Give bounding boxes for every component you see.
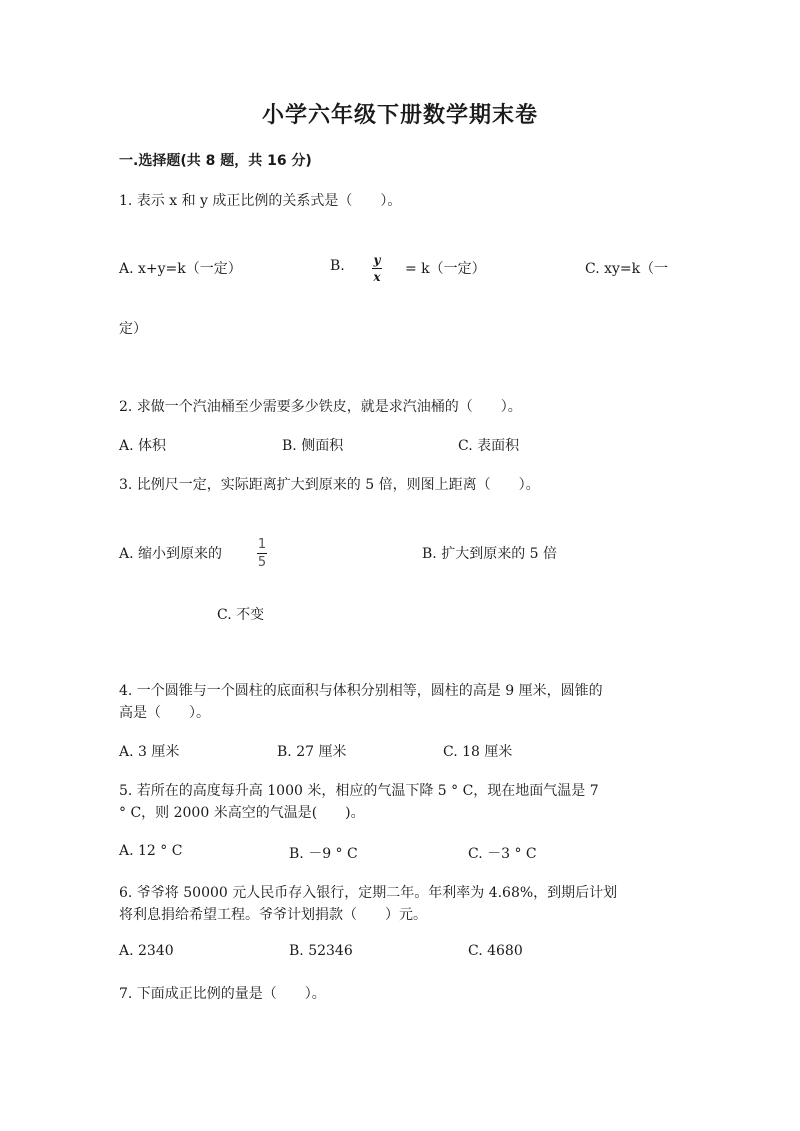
question-4-stem-line-2: 高是（ ）。 bbox=[119, 705, 210, 721]
question-1-option-a: A. x+y=k（一定） bbox=[119, 261, 242, 277]
question-5-option-a: A. 12 ° C bbox=[119, 843, 183, 859]
fraction-bar bbox=[257, 553, 267, 554]
question-6-option-b: B. 52346 bbox=[289, 943, 353, 959]
page-title: 小学六年级下册数学期末卷 bbox=[261, 103, 538, 128]
question-6-stem-line-2: 将利息捐给希望工程。爷爷计划捐款（ ）元。 bbox=[119, 907, 427, 923]
question-1-option-b-rest: = k（一定） bbox=[405, 261, 486, 277]
question-5-option-b: B. －9 ° C bbox=[289, 846, 358, 862]
question-2-option-b: B. 侧面积 bbox=[282, 438, 344, 454]
question-1-option-c-continued: 定） bbox=[119, 321, 147, 337]
question-2-option-a: A. 体积 bbox=[119, 438, 167, 454]
question-3-option-c: C. 不变 bbox=[217, 607, 265, 623]
section-heading: 一.选择题(共 8 题，共 16 分) bbox=[119, 153, 312, 169]
fraction-denominator: 5 bbox=[257, 555, 267, 570]
question-6-stem-line-1: 6. 爷爷将 50000 元人民币存入银行，定期二年。年利率为 4.68%，到期后计划 bbox=[119, 885, 618, 901]
question-5-option-c: C. －3 ° C bbox=[468, 846, 537, 862]
question-2-option-c: C. 表面积 bbox=[458, 438, 520, 454]
question-4-option-a: A. 3 厘米 bbox=[119, 744, 180, 760]
question-1-option-c: C. xy=k（一 bbox=[585, 261, 669, 277]
question-1-option-b-label: B. bbox=[330, 258, 345, 274]
question-3-option-a-fraction bbox=[257, 538, 267, 569]
question-4-option-c: C. 18 厘米 bbox=[443, 744, 513, 760]
fraction-denominator: x bbox=[373, 270, 381, 284]
question-4-stem-line-1: 4. 一个圆锥与一个圆柱的底面积与体积分别相等，圆柱的高是 9 厘米，圆锥的 bbox=[119, 683, 603, 699]
fraction-numerator: 1 bbox=[257, 537, 267, 552]
question-4-option-b: B. 27 厘米 bbox=[277, 744, 347, 760]
question-3-option-a: A. 缩小到原来的 bbox=[119, 546, 223, 562]
question-6-option-c: C. 4680 bbox=[468, 943, 523, 959]
question-1-stem: 1. 表示 x 和 y 成正比例的关系式是（ ）。 bbox=[119, 193, 402, 209]
question-7-stem: 7. 下面成正比例的量是（ ）。 bbox=[119, 986, 326, 1002]
question-2-stem: 2. 求做一个汽油桶至少需要多少铁皮，就是求汽油桶的（ ）。 bbox=[119, 399, 522, 415]
question-5-stem-line-1: 5. 若所在的高度每升高 1000 米，相应的气温下降 5 ° C，现在地面气温是 7 bbox=[119, 783, 599, 799]
fraction-numerator: y bbox=[373, 253, 381, 267]
question-3-option-b: B. 扩大到原来的 5 倍 bbox=[422, 546, 557, 562]
question-3-stem: 3. 比例尺一定，实际距离扩大到原来的 5 倍，则图上距离（ ）。 bbox=[119, 477, 540, 493]
question-5-stem-line-2: ° C，则 2000 米高空的气温是( )。 bbox=[119, 805, 365, 821]
question-6-option-a: A. 2340 bbox=[119, 943, 174, 959]
fraction-bar bbox=[372, 268, 382, 269]
question-1-option-b-fraction bbox=[372, 254, 382, 283]
